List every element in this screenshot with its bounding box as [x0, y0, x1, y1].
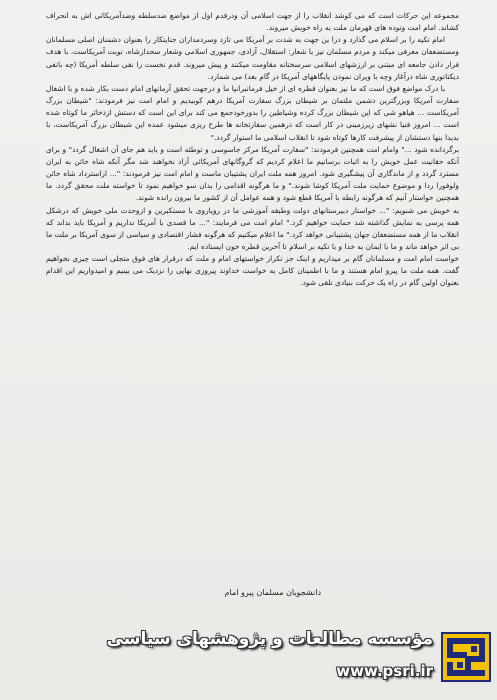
paragraph-3: با درک مواضع فوق است که ما نیز بعنوان قطره ای از خیل فرمانبرانیا ما و درجهت تحقق آرمانهای امام دست بکار شده و با اشغال سفارت آمریکا وبزرگترین دشمن ملتمان بر شیطان بزرگ سفارت آمریکا درهم کوبیدیم و امام امت نیز فرمودند: "شیطان بزرگ آمریکاست ... هیاهو شی که این شیطان بزرگ کرده وشیاطین را بدورخودجمع می کند برای این است که دستش ازذخائر ما کوتاه شده است ... امروز فنیا نشهای زیرزمینی در کار است که درهمین سفارتخانه ها طرح ریزی میشود عمده این شیطان بزرگ آمریکاست، با بدیدا بنها دستشان از پیشرفت کارها کوتاه شود تا انقلاب اسلامی ما استوار گردد.": [46, 83, 459, 142]
watermark-banner: [0, 626, 497, 700]
paragraph-5: به خویش می شنویم: "... خواستار دبیرستانهای دولت وطبقه آموزشی ما در رویاروی با مستکبرین و ازوحدت ملی خویش که درشکل همه پرسی به نمایش گذاشته شد حمایت خواهیم کرد." امام امت می فرمایند: "... ما قصدی با آمریکا نداریم و آمریکا باید بداند که انقلاب ما از همه مستضعفان جهان پشتیبانی خواهد کرد." ما اعلام میکنیم که هرگونه فشار اقتصادی و سیاسی از سوی آمریکا بر ملت ما بی اثر خواهد ماند و ما با ایمان به خدا و با تکیه بر اسلام تا آخرین قطره خون ایستاده ایم.: [46, 205, 459, 251]
psri-logo-icon: [441, 632, 491, 682]
document-body: [46, 10, 459, 290]
paragraph-6: خواست امام امت و مسلمانان گام بر میداریم و اینک جز تکرار خواستهای امام و ملت که درقرار های فوق متجلی است چیزی نخواهیم گفت. همه ملت ما پیرو امام هستند و ما با اطمینان کامل به خواست خداوند پیروزی نهایی را نزدیک می بینیم و امیدواریم این اقدام بعنوان اولین گام در راه یک حرکت بنیادی تلقی شود.: [46, 254, 459, 288]
paragraph-4: برگردانده شود ..." وامام امت همچنین فرمودند: "سفارت آمریکا مرکز جاسوسی و توطئه است و باید هم جای آن اشغال گردد" و برای آنکه حقانیت عمل خویش را به اثبات برسانیم ما اعلام کردیم که گروگانهای آمریکائی آزاد نخواهند شد مگر آنکه شاه خائن به ایران مسترد گردد و از ماندگاری آن پیشگیری شود. امروز همه ملت ایران پشتیبان ماست و امام امت نیز فرمودند: "... ازاسترداد شاه خائن ولوفورا ردا و موضوع حمایت ملت آمریکا کوشا شوند." و ما هرگونه اقدامی را بدان سو خواهیم نمود تا خواسته ملت محقق گردد. ما همچنین خواستار آنیم که هرگونه رابطه با آمریکا قطع شود و همه عوامل آن از کشور ما بیرون رانده شوند.: [46, 144, 459, 203]
institute-url[interactable]: www.psri.ir: [336, 662, 433, 680]
paragraph-2: امام تکیه را بر اسلام می گذارد و درا ین جهت به شدت بر آمریکا می تازد وسردمداران جنایتکار را بعنوان دشمنان اصلی مسلمانان ومستضعفان معرفی میکند و مردم مسلمان نیز با شعار: استقلال، آزادی، جمهوری اسلامی وشعار سحدازشاه، نوبت آمریکاست، با هدف فرار دادن جامعه ای مبتنی بر ارزشهای اسلامی سرسختانه مقاومت میکنند و پیش میروند. قدم نخست را نفی سلطه آمریکا (چه باتفی دیکتاتوری شاه درآغاز وچه با ویران نمودن پایگاههای آمریکا در گام بعد) می شمارد.: [46, 35, 459, 81]
paragraph-1: مجموعه این حرکات است که می کوشد انقلاب را از جهت اسلامی آن ودرقدم اول از مواضع ضدسلطه وضدآمریکائی اش به انحراف کشاند. امام امت وتوده های قهرمان ملت به راه خویش میروند.: [46, 11, 459, 33]
institute-name: مؤسسه مطالعات و پژوهشهای سیاسی: [106, 629, 433, 649]
signature-line: دانشجویان مسلمان پیرو امام: [224, 588, 321, 597]
